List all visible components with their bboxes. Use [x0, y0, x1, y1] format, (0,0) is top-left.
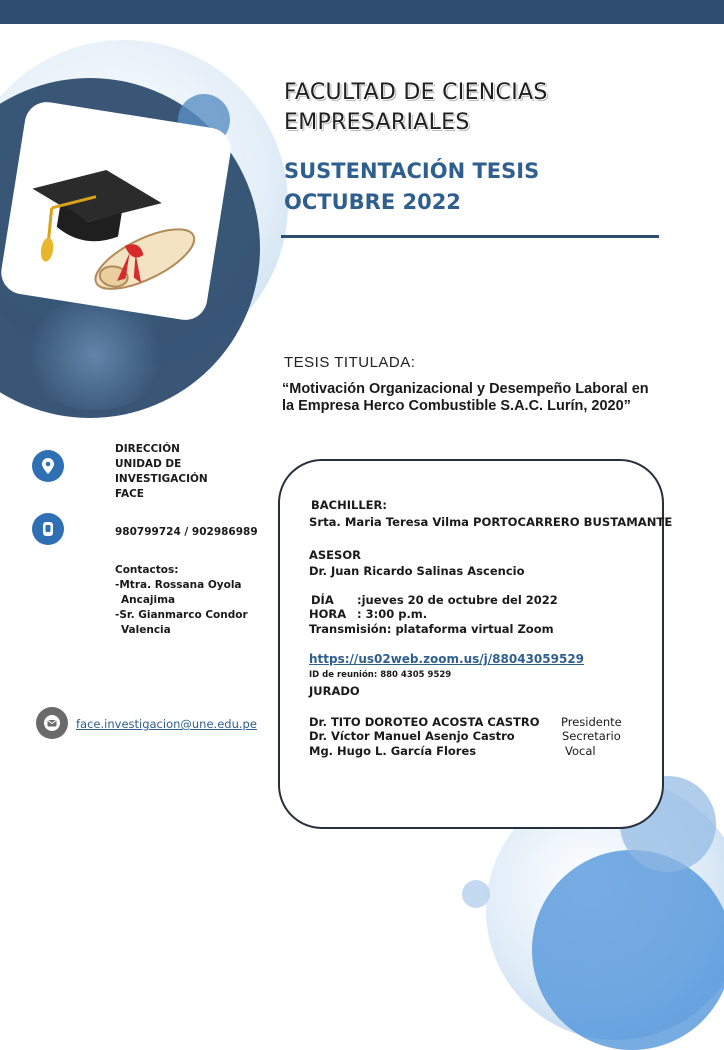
jurado-name: Dr. Víctor Manuel Asenjo Castro: [309, 729, 515, 743]
jurado-role: Presidente: [561, 715, 622, 729]
address-line: INVESTIGACIÓN: [115, 473, 208, 485]
deco-circle-lr-bright: [532, 850, 724, 1050]
thesis-title-line2: la Empresa Herco Combustible S.A.C. Lurín, 2020”: [282, 398, 631, 414]
asesor-label: ASESOR: [309, 548, 361, 562]
phone-icon: [32, 513, 64, 545]
faculty-title-line2: EMPRESARIALES: [284, 110, 470, 135]
dia-value: :jueves 20 de octubre del 2022: [357, 593, 558, 607]
jurado-label: JURADO: [309, 684, 360, 698]
event-title: [284, 156, 704, 218]
jurado-name: Mg. Hugo L. García Flores: [309, 744, 477, 758]
bachiller-label: BACHILLER:: [311, 498, 387, 512]
meeting-id: ID de reunión: 880 4305 9529: [309, 670, 452, 680]
dia-label: DÍA: [311, 593, 334, 607]
thesis-title-line1: “Motivación Organizacional y Desempeño Laboral en: [282, 381, 649, 397]
address-line: UNIDAD DE: [115, 458, 182, 470]
contact-line: Valencia: [121, 624, 171, 636]
contacts-block: [115, 563, 248, 638]
event-title-line2: OCTUBRE 2022: [284, 190, 461, 214]
title-divider: [281, 235, 659, 238]
hora-label: HORA: [309, 607, 347, 621]
faculty-title: [284, 78, 704, 138]
graduation-cap-diploma-icon: [0, 99, 234, 323]
contacts-label: Contactos:: [115, 564, 179, 576]
thesis-label: TESIS TITULADA:: [284, 354, 416, 371]
jurado-role: Secretario: [562, 729, 621, 743]
contact-line: Ancajima: [121, 594, 176, 606]
contact-line: -Sr. Gianmarco Condor: [115, 609, 248, 621]
jurado-role: Vocal: [565, 744, 596, 758]
address-line: DIRECCIÓN: [115, 443, 180, 455]
title-block: [284, 78, 704, 218]
bachiller-name: Srta. Maria Teresa Vilma PORTOCARRERO BUSTAMANTE: [309, 515, 673, 529]
zoom-link[interactable]: https://us02web.zoom.us/j/88043059529: [309, 652, 585, 666]
phone-numbers: 980799724 / 902986989: [115, 526, 258, 538]
deco-circle-inner: [20, 300, 170, 410]
transmision-text: Transmisión: plataforma virtual Zoom: [309, 622, 554, 636]
top-bar: [0, 0, 724, 24]
hora-value: : 3:00 p.m.: [357, 607, 428, 621]
faculty-title-line1: FACULTAD DE CIENCIAS: [284, 80, 548, 105]
event-title-line1: SUSTENTACIÓN TESIS: [284, 159, 540, 183]
location-icon: [32, 450, 64, 482]
deco-bubble-lr-2: [462, 880, 490, 908]
address-line: FACE: [115, 488, 144, 500]
contact-line: -Mtra. Rossana Oyola: [115, 579, 242, 591]
email-icon: [36, 707, 68, 739]
asesor-name: Dr. Juan Ricardo Salinas Ascencio: [309, 564, 525, 578]
thesis-title: [282, 381, 662, 415]
address-block: [115, 442, 208, 502]
jurado-name: Dr. TITO DOROTEO ACOSTA CASTRO: [309, 715, 540, 729]
graduation-image: [0, 99, 234, 323]
email-link[interactable]: face.investigacion@une.edu.pe: [76, 717, 257, 731]
